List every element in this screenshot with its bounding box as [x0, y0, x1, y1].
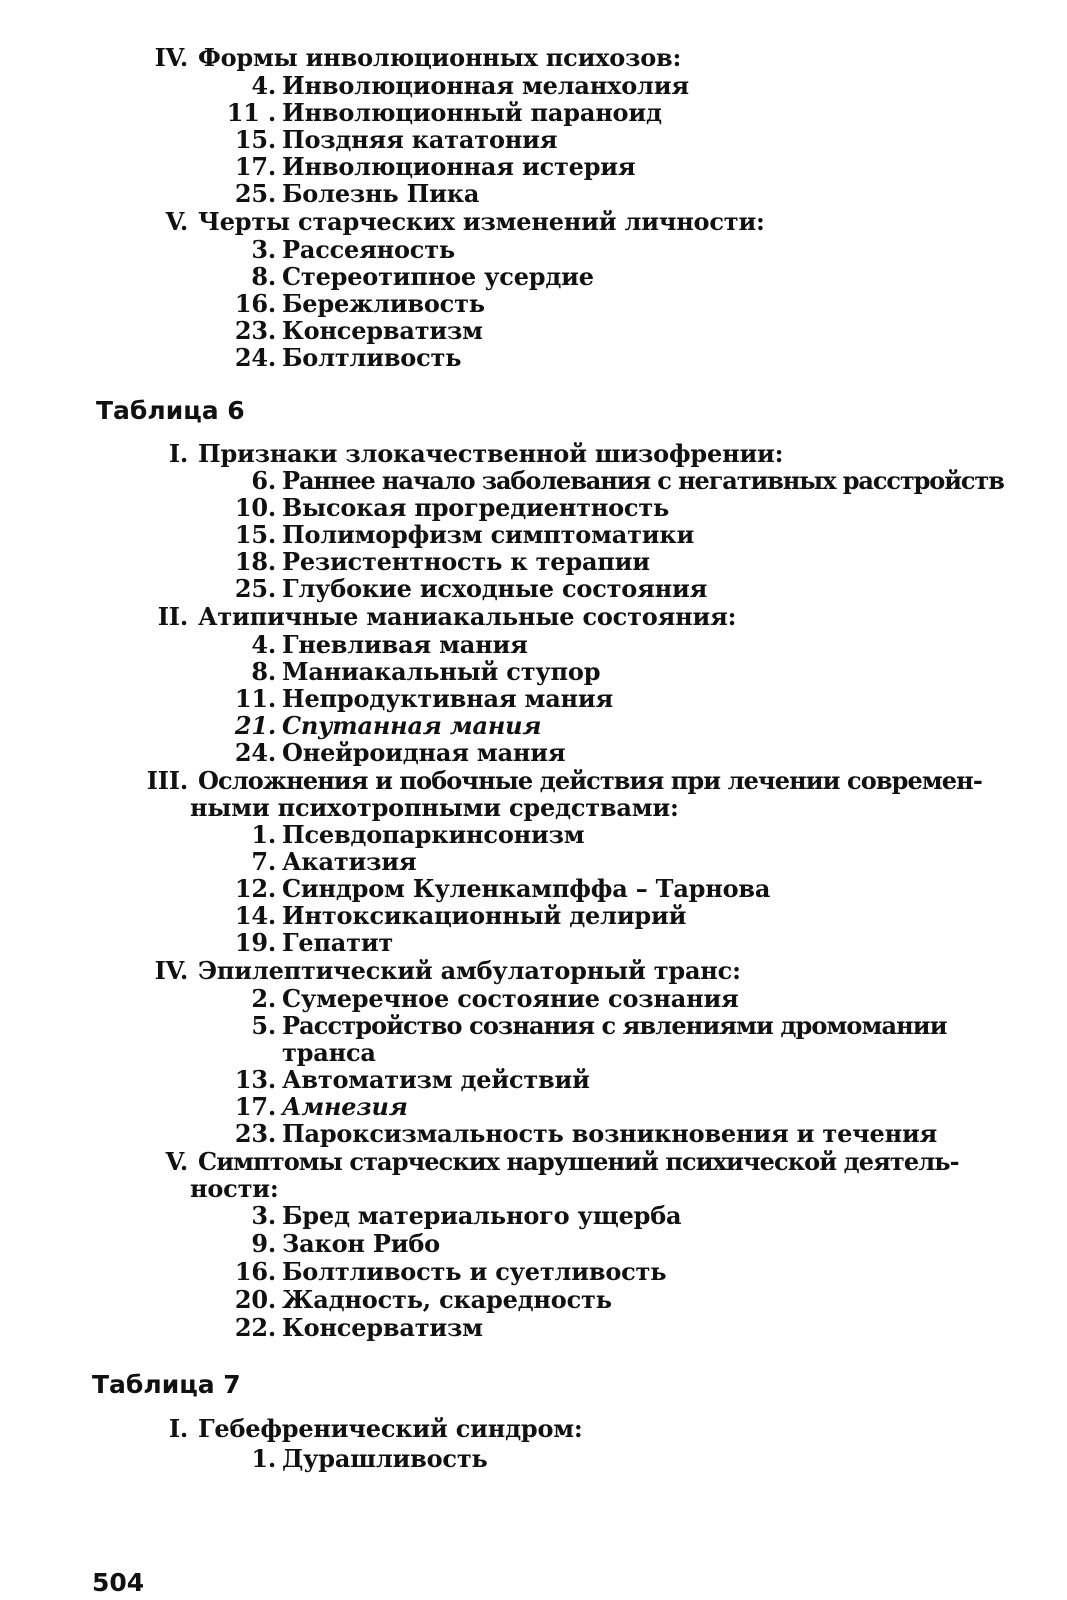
group-title: IV. Эпилептический амбулаторный транс:	[154, 956, 741, 985]
list-item: 5. Расстройство сознания с явлениями дромомании	[251, 1011, 947, 1040]
list-item: 8. Маниакальный ступор	[251, 657, 601, 686]
list-item: 17. Амнезия	[234, 1092, 408, 1121]
list-item: 18. Резистентность к терапии	[234, 547, 650, 576]
group-title: III. Осложнения и побочные действия при лечении современ-	[146, 766, 982, 795]
list-item: 11 . Инволюционный параноид	[226, 98, 662, 127]
list-item: 13. Автоматизм действий	[234, 1065, 590, 1094]
list-item: 25. Глубокие исходные состояния	[234, 574, 708, 603]
group-title: II. Атипичные маниакальные состояния:	[157, 602, 737, 631]
list-item: 6. Раннее начало заболевания с негативных расстройств	[251, 466, 1004, 495]
group-title: I. Признаки злокачественной шизофрении:	[168, 439, 784, 468]
list-item: 17. Инволюционная истерия	[234, 152, 636, 181]
list-item: 1. Дурашливость	[251, 1444, 488, 1473]
list-item: 10. Высокая прогредиентность	[234, 493, 670, 522]
list-item: 15. Полиморфизм симптоматики	[234, 520, 695, 549]
list-item: 1. Псевдопаркинсонизм	[251, 820, 585, 849]
group-title: IV. Формы инволюционных психозов:	[154, 43, 682, 72]
group-title: V. Симптомы старческих нарушений психической деятель-	[165, 1147, 959, 1176]
group-title-continuation: ными психотропными средствами:	[190, 793, 679, 822]
list-item: 12. Синдром Куленкампффа – Тарнова	[234, 874, 771, 903]
list-item: 14. Интоксикационный делирий	[234, 901, 687, 930]
list-item: 23. Консерватизм	[234, 316, 483, 345]
list-item: 8. Стереотипное усердие	[251, 262, 594, 291]
list-item: 24. Болтливость	[234, 343, 462, 372]
list-item: 25. Болезнь Пика	[234, 179, 480, 208]
list-item: 23. Пароксизмальность возникновения и течения	[234, 1119, 938, 1148]
list-item: 9. Закон Рибо	[251, 1229, 440, 1258]
list-item: 21. Спутанная мания	[234, 711, 542, 740]
list-item: 24. Онейроидная мания	[234, 738, 566, 767]
list-item: 4. Инволюционная меланхолия	[251, 71, 689, 100]
group-title: V. Черты старческих изменений личности:	[165, 207, 765, 236]
list-item: 11. Непродуктивная мания	[234, 684, 614, 713]
list-item: 16. Болтливость и суетливость	[234, 1257, 667, 1286]
list-item: 3. Рассеяность	[251, 235, 455, 264]
group-title-continuation: ности:	[190, 1174, 279, 1203]
list-item: 19. Гепатит	[234, 928, 394, 957]
list-item: 2. Сумеречное состояние сознания	[251, 984, 739, 1013]
group-title: I. Гебефренический синдром:	[168, 1414, 583, 1443]
list-item: 20. Жадность, скаредность	[234, 1285, 612, 1314]
list-item: 15. Поздняя кататония	[234, 125, 558, 154]
list-item: 7. Акатизия	[251, 847, 417, 876]
list-item-continuation: транса	[282, 1038, 376, 1067]
list-item: 4. Гневливая мания	[251, 630, 528, 659]
table-heading: Таблица 7	[92, 1370, 241, 1399]
page-number: 504	[92, 1568, 145, 1597]
list-item: 3. Бред материального ущерба	[251, 1201, 682, 1230]
table-heading: Таблица 6	[96, 396, 245, 425]
list-item: 22. Консерватизм	[234, 1313, 483, 1342]
list-item: 16. Бережливость	[234, 289, 485, 318]
